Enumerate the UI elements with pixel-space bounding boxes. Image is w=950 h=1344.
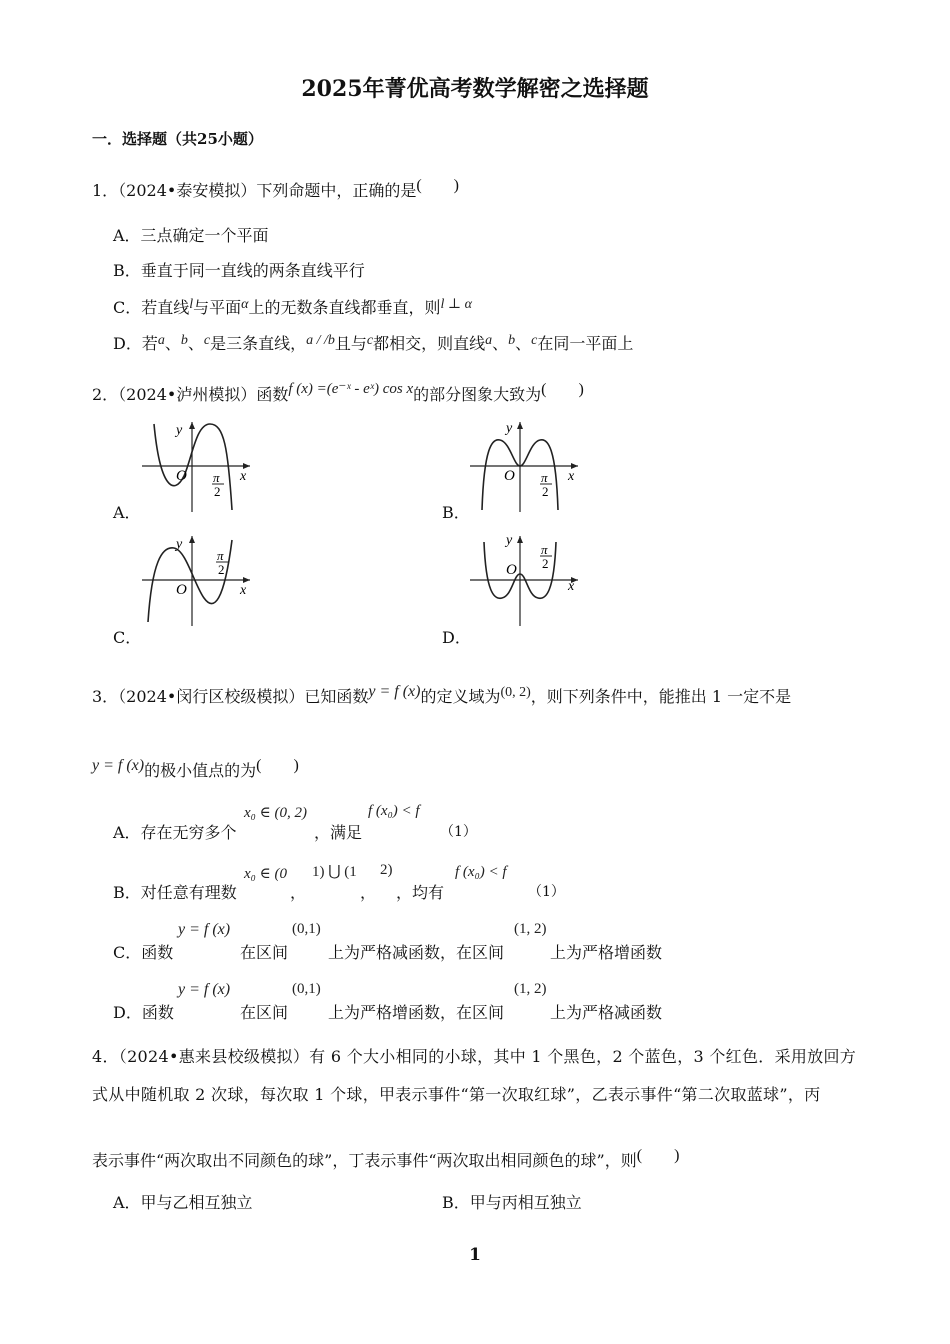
q3-option-a: A．存在无穷多个 xyxy=(113,823,237,842)
q1-d-text4: 都相交，则直线 xyxy=(373,334,486,353)
q3-option-b: B．对任意有理数 xyxy=(113,883,237,902)
q1-option-a: A．三点确定一个平面 xyxy=(113,226,269,245)
axis-x-label: x xyxy=(240,469,247,484)
q4-stem-line2: 式从中随机取 2 次球，每次取 1 个球，甲表示事件“第一次取红球”，乙表示事件“第二次取蓝球”，丙 xyxy=(92,1085,821,1104)
q1-d-sep: 、 xyxy=(515,334,532,353)
q4-answer-paren: ( ) xyxy=(636,1147,680,1164)
q3-a-fx0: f (x₀) < f xyxy=(368,803,420,819)
q1-d-text3: 且与 xyxy=(334,334,367,353)
axis-x-label: x xyxy=(240,583,247,598)
q3-stem-text4: 的极小值点的为 xyxy=(144,761,257,780)
q2-graph-b xyxy=(466,418,586,516)
axis-y-label: y xyxy=(176,423,183,438)
q3-d-interval2: (1, 2) xyxy=(514,981,547,997)
q4-stem-line3 xyxy=(92,1148,679,1171)
origin-label: O xyxy=(176,468,187,484)
q3-b-x0: x₀ ∈ (0 xyxy=(244,866,287,882)
q1-option-b: B．垂直于同一直线的两条直线平行 xyxy=(113,261,365,280)
q1-answer-paren: ( ) xyxy=(416,177,460,194)
q1-c-text3: 上的无数条直线都垂直，则 xyxy=(248,298,441,317)
q3-a-x0: x₀ ∈ (0, 2) xyxy=(244,805,307,821)
q3-b-comma: ， xyxy=(290,883,307,902)
q2-answer-paren: ( ) xyxy=(541,381,584,398)
section-heading: 一．选择题（共25小题） xyxy=(92,130,263,148)
q3-d-text3: 上为严格减函数 xyxy=(550,1003,663,1022)
q1-d-math-c: c xyxy=(203,333,211,348)
q3-stem-line2 xyxy=(92,758,299,781)
q1-c-text: C．若直线 xyxy=(113,298,190,317)
q3-stem xyxy=(92,684,791,707)
q3-stem-text2: 的定义域为 xyxy=(420,687,501,706)
pi-label: π xyxy=(213,470,220,485)
q3-d-interval1: (0,1) xyxy=(292,981,321,997)
q2-graph-c xyxy=(138,532,258,630)
q1-d-math-b: b xyxy=(180,333,188,348)
q3-b-comma: ， xyxy=(360,883,377,902)
q3-c-interval1: (0,1) xyxy=(292,921,321,937)
q1-d-sep: 、 xyxy=(187,334,204,353)
q3-c-text: 在区间 xyxy=(240,943,289,962)
q1-d-text2: 是三条直线， xyxy=(210,334,307,353)
q1-d-text5: 在同一平面上 xyxy=(537,334,634,353)
q1-c-math-l: l xyxy=(189,297,194,312)
q3-c-interval2: (1, 2) xyxy=(514,921,547,937)
axis-y-label: y xyxy=(506,421,513,436)
q3-d-text2: 上为严格增函数，在区间 xyxy=(328,1003,505,1022)
q3-stem-text: 3．（2024•闵行区校级模拟）已知函数 xyxy=(92,687,369,706)
q1-option-d xyxy=(113,331,633,354)
q1-d-math-c: c xyxy=(366,333,374,348)
q3-c-function: y = f (x) xyxy=(178,921,231,938)
q2-stem-text: 2．（2024•泸州模拟）函数 xyxy=(92,385,289,404)
q2-option-a-label: A． xyxy=(113,503,141,522)
q2-stem xyxy=(92,382,584,405)
q1-stem-text: 1．（2024•泰安模拟）下列命题中，正确的是 xyxy=(92,181,417,200)
q1-d-math-a: a xyxy=(485,333,493,348)
q4-option-b: B．甲与丙相互独立 xyxy=(442,1193,582,1212)
q2-stem-text2: 的部分图象大致为 xyxy=(413,385,542,404)
q3-a-one: （1） xyxy=(440,824,477,840)
document-title: 2025年菁优高考数学解密之选择题 xyxy=(301,76,649,102)
pi-label: π xyxy=(541,542,548,557)
q3-stem-text3: ，则下列条件中，能推出 1 一定不是 xyxy=(530,687,792,706)
q3-c-text2: 上为严格减函数，在区间 xyxy=(328,943,505,962)
axis-x-label: x xyxy=(568,579,575,594)
q1-d-sep: 、 xyxy=(164,334,181,353)
q2-graph-d xyxy=(466,532,586,630)
page-number: 1 xyxy=(469,1245,481,1265)
axis-y-label: y xyxy=(506,533,513,548)
q1-c-math-perp: l ⊥ α xyxy=(440,297,472,312)
q3-option-c: C．函数 xyxy=(113,943,174,962)
q3-function: y = f (x) xyxy=(92,757,145,774)
two-label: 2 xyxy=(218,562,225,577)
pi-label: π xyxy=(541,470,548,485)
axis-x-label: x xyxy=(568,469,575,484)
two-label: 2 xyxy=(542,484,549,499)
q4-stem-text: 表示事件“两次取出不同颜色的球”，丁表示事件“两次取出相同颜色的球”，则 xyxy=(92,1151,637,1170)
q4-stem-line1: 4．（2024•惠来县校级模拟）有 6 个大小相同的小球，其中 1 个黑色，2 个蓝色，3 个红色．采用放回方 xyxy=(92,1047,857,1066)
q3-d-text: 在区间 xyxy=(240,1003,289,1022)
axis-y-label: y xyxy=(176,537,183,552)
q1-d-text: D．若 xyxy=(113,334,158,353)
q1-c-math-alpha: α xyxy=(241,297,249,312)
origin-label: O xyxy=(176,582,187,598)
q2-option-c-label: C． xyxy=(113,628,142,647)
q3-option-d: D．函数 xyxy=(113,1003,174,1022)
q1-d-sep: 、 xyxy=(492,334,509,353)
q2-option-b-label: B． xyxy=(442,503,470,522)
origin-label: O xyxy=(504,468,515,484)
q3-d-function: y = f (x) xyxy=(178,981,231,998)
q3-b-interval: 2) xyxy=(380,862,393,878)
q3-b-union: 1) ⋃ (1 xyxy=(312,864,357,880)
q2-graph-a xyxy=(138,418,258,516)
q2-formula: f (x) =(e⁻ˣ - eˣ) cos x xyxy=(288,381,414,397)
pi-label: π xyxy=(217,548,224,563)
q1-option-c xyxy=(113,295,472,318)
q3-b-one: （1） xyxy=(528,884,565,900)
q1-d-math-c: c xyxy=(531,333,538,348)
q1-d-math-parallel: a / /b xyxy=(306,333,335,348)
q3-b-fx0: f (x₀) < f xyxy=(455,864,507,880)
q1-stem xyxy=(92,178,459,201)
q1-d-math-b: b xyxy=(508,333,516,348)
q3-domain: (0, 2) xyxy=(500,685,531,700)
q3-a-text: ，满足 xyxy=(314,823,363,842)
q3-b-text: ，均有 xyxy=(396,883,445,902)
q1-d-math-a: a xyxy=(157,333,165,348)
q2-option-d-label: D． xyxy=(442,628,471,647)
two-label: 2 xyxy=(542,556,549,571)
q3-function: y = f (x) xyxy=(368,683,421,700)
q3-answer-paren: ( ) xyxy=(256,757,299,774)
origin-label: O xyxy=(506,562,517,578)
q1-c-text2: 与平面 xyxy=(193,298,242,317)
two-label: 2 xyxy=(214,484,221,499)
q4-option-a: A．甲与乙相互独立 xyxy=(113,1193,253,1212)
q3-c-text3: 上为严格增函数 xyxy=(550,943,663,962)
